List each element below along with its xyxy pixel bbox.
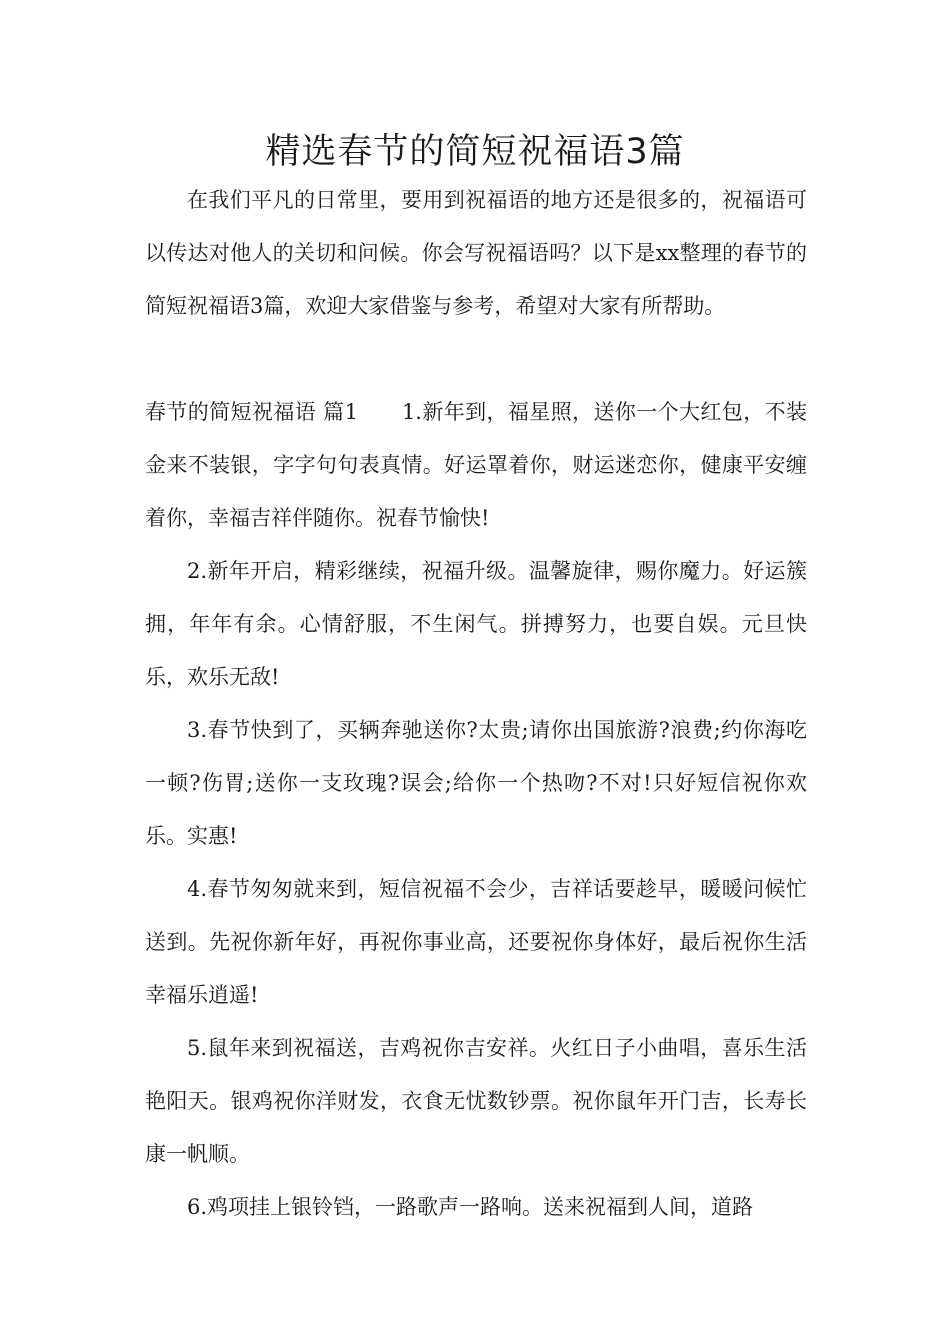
section-heading: 春节的简短祝福语 篇1 (145, 400, 358, 424)
blank-line (145, 333, 807, 386)
list-item: 4.春节匆匆就来到，短信祝福不会少，吉祥话要趁早，暖暖问候忙送到。先祝你新年好，再祝你事业高，还要祝你身体好，最后祝你生活幸福乐逍遥! (145, 877, 807, 1007)
list-item: 5.鼠年来到祝福送，吉鸡祝你吉安祥。火红日子小曲唱，喜乐生活艳阳天。银鸡祝你洋财发，衣食无忧数钞票。祝你鼠年开门吉，长寿长康一帆顺。 (145, 1036, 807, 1166)
list-item: 6.鸡项挂上银铃铛，一路歌声一路响。送来祝福到人间，道路 (187, 1195, 754, 1219)
document-body (145, 174, 807, 1234)
list-item: 2.新年开启，精彩继续，祝福升级。温馨旋律，赐你魔力。好运簇拥，年年有余。心情舒服，不生闲气。拼搏努力，也要自娱。元旦快乐，欢乐无敌! (145, 559, 807, 689)
list-item: 1.新年到，福星照，送你一个大红包，不装金来不装银，字字句句表真情。好运罩着你，财运迷恋你，健康平安缠着你，幸福吉祥伴随你。祝春节愉快! (145, 400, 807, 530)
section-1-paragraph (145, 386, 807, 545)
intro-paragraph: 在我们平凡的日常里，要用到祝福语的地方还是很多的，祝福语可以传达对他人的关切和问候。你会写祝福语吗？以下是xx整理的春节的简短祝福语3篇，欢迎大家借鉴与参考，希望对大家有所帮助。 (145, 188, 807, 318)
list-item: 3.春节快到了，买辆奔驰送你?太贵;请你出国旅游?浪费;约你海吃一顿?伤胃;送你一支玫瑰?误会;给你一个热吻?不对!只好短信祝你欢乐。实惠! (145, 718, 807, 848)
document-title: 精选春节的简短祝福语3篇 (265, 132, 685, 172)
